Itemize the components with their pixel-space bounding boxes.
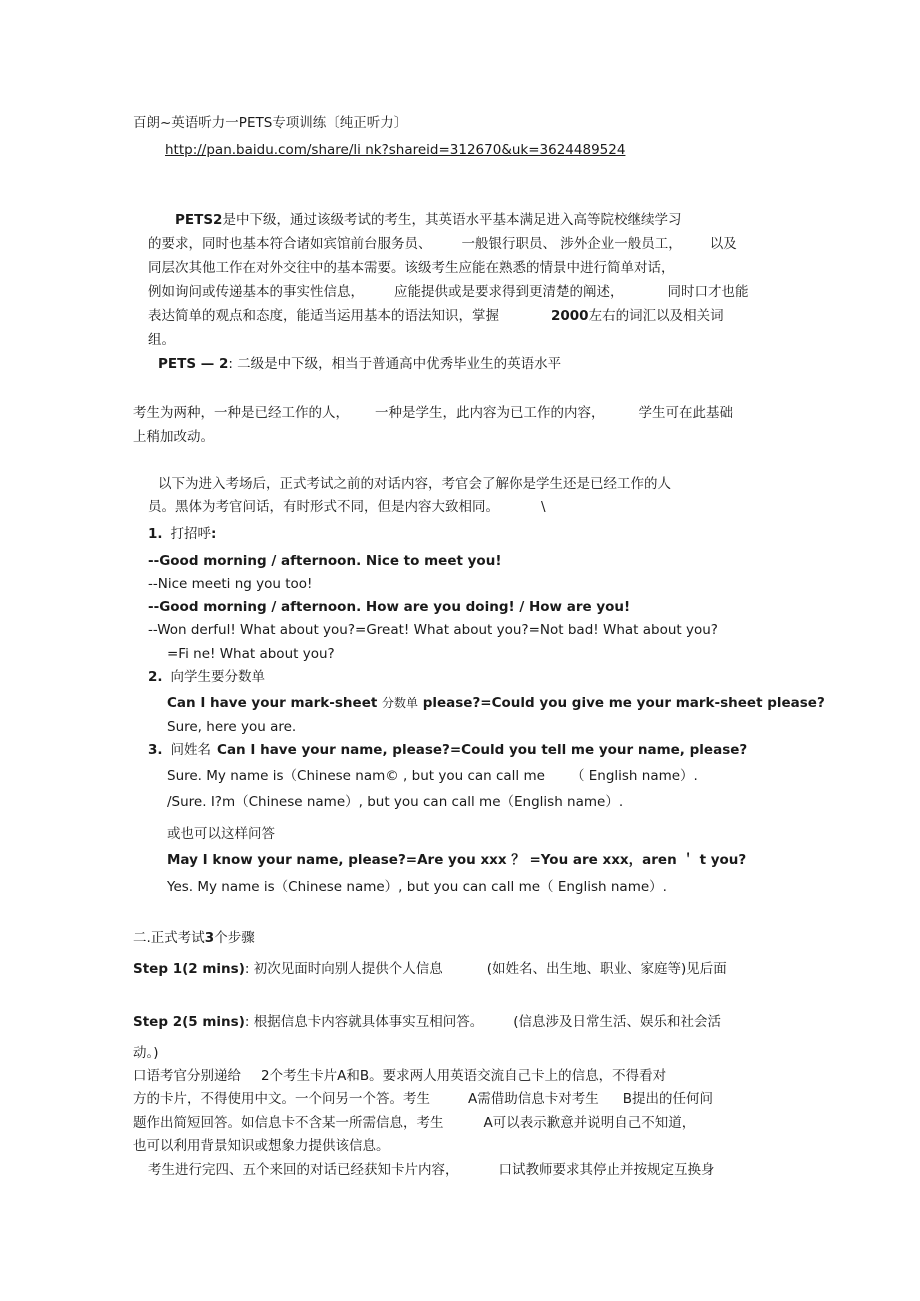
- backslash-mark: \: [541, 499, 546, 515]
- dialogue-intro-line-1: 以下为进入考场后，正式考试之前的对话内容，考官会了解你是学生还是已经工作的人: [158, 476, 671, 492]
- intro-text-5c: 左右的词汇以及相关词: [588, 308, 724, 324]
- item-3-answer-1b: （ English name）.: [570, 768, 698, 784]
- item-3-answer-2: /Sure. I?m（Chinese name）, but you can call me（English name）.: [167, 794, 624, 810]
- level-text: : 二级是中下级，相当于普通高中优秀毕业生的英语水平: [228, 356, 562, 372]
- item-3-heading: [148, 741, 747, 759]
- step-2-note: (信息涉及日常生活、娱乐和社会活: [513, 1014, 721, 1030]
- intro-text-5a: 表达简单的观点和态度，能适当运用基本的语法知识，掌握: [148, 308, 499, 324]
- level-label: PETS — 2: [158, 356, 229, 372]
- dialogue-intro-text-2: 员。黑体为考官问话，有时形式不同，但是内容大致相同。: [148, 499, 499, 515]
- item-1-answer-2: --Won derful! What about you?=Great! What about you?=Not bad! What about you?: [148, 622, 718, 638]
- section-2-para-2b: A需借助信息卡对考生: [468, 1091, 599, 1107]
- intro-text-2c: 以及: [709, 236, 737, 252]
- item-3-answer-1: [167, 767, 698, 785]
- section-2-title-main: 正式考试: [150, 930, 205, 946]
- intro-text-2b: 一般银行职员、 涉外企业一般员工，: [461, 236, 682, 252]
- intro-line-5: [148, 307, 724, 325]
- intro-line-4: [148, 283, 749, 301]
- step-2-label: Step 2(5 mins): [133, 1014, 245, 1030]
- item-3-question-2: May I know your name, please?=Are you xxx ？ =You are xxx，aren ＇ t you?: [167, 852, 747, 868]
- step-2-end: 动。): [133, 1045, 159, 1061]
- candidates-line-1: [133, 404, 733, 422]
- section-2-title: [133, 929, 255, 947]
- item-1-label: 打招呼: [170, 526, 212, 542]
- step-2-text: : 根据信息卡内容就具体事实互相问答。: [244, 1014, 484, 1030]
- section-2-para-line-2: [133, 1090, 713, 1108]
- section-2-para-5a: 考生进行完四、五个来回的对话已经获知卡片内容，: [148, 1162, 459, 1178]
- item-1-answer-3: =Fi ne! What about you?: [167, 646, 335, 662]
- item-2-heading: [148, 668, 265, 686]
- section-2-para-3b: A可以表示歉意并说明自己不知道，: [483, 1115, 696, 1131]
- item-2-question: [167, 694, 825, 712]
- intro-text-4a: 例如询问或传递基本的事实性信息，: [148, 284, 364, 300]
- section-2-para-line-4: 也可以利用背景知识或想象力提供该信息。: [133, 1138, 390, 1154]
- item-2-question-part-1: Can I have your mark-sheet: [167, 695, 382, 711]
- section-2-para-1a: 口语考官分别递给: [133, 1068, 241, 1084]
- intro-line-2: [148, 235, 737, 253]
- level-line: [158, 355, 561, 373]
- item-2-question-cn: 分数单: [382, 696, 419, 710]
- item-1-heading: [148, 525, 216, 543]
- step-1-text: : 初次见面时向别人提供个人信息: [244, 961, 443, 977]
- intro-line-3: 同层次其他工作在对外交往中的基本需要。该级考生应能在熟悉的情景中进行简单对话，: [148, 260, 675, 276]
- item-1-answer-1: --Nice meeti ng you too!: [148, 576, 313, 592]
- section-2-para-line-3: [133, 1114, 695, 1132]
- step-1-line: [133, 960, 727, 978]
- candidates-text-1c: 学生可在此基础: [638, 405, 733, 421]
- section-2-para-2a: 方的卡片，不得使用中文。一个问另一个答。考生: [133, 1091, 430, 1107]
- item-2-answer: Sure, here you are.: [167, 719, 297, 735]
- item-3-question: Can I have your name, please?=Could you tell me your name, please?: [217, 742, 748, 758]
- item-3-label: 问姓名: [170, 742, 212, 758]
- section-2-title-pre: 二.: [133, 930, 151, 946]
- dialogue-intro-line-2: [148, 498, 546, 516]
- intro-text-1: 是中下级，通过该级考试的考生，其英语水平基本满足进入高等院校继续学习: [222, 212, 682, 228]
- item-3-answer-1a: Sure. My name is（Chinese nam© , but you can call me: [167, 768, 545, 784]
- item-1-question-1: --Good morning / afternoon. Nice to meet you!: [148, 553, 502, 569]
- item-3-answer-3: Yes. My name is（Chinese name）, but you can call me（ English name）.: [167, 879, 667, 895]
- intro-text-4b: 应能提供或是要求得到更清楚的阐述，: [394, 284, 624, 300]
- item-2-label: 向学生要分数单: [170, 669, 266, 685]
- share-link-text[interactable]: http://pan.baidu.com/share/li nk?shareid=312670&uk=3624489524: [165, 142, 626, 158]
- intro-line-6: 组。: [148, 332, 175, 348]
- item-1-number: 1.: [148, 526, 163, 542]
- step-2-line: [133, 1013, 721, 1031]
- section-2-para-line-5: [148, 1161, 715, 1179]
- section-2-para-1b: 2个考生卡片A和B。要求两人用英语交流自己卡上的信息，不得看对: [261, 1068, 667, 1084]
- item-1-colon: :: [211, 526, 217, 542]
- share-link[interactable]: [165, 141, 625, 159]
- document-title: 百朗~英语听力一PETS专项训练〔纯正听力〕: [133, 115, 408, 131]
- intro-text-4c: 同时口才也能: [667, 284, 749, 300]
- step-1-note: (如姓名、出生地、职业、家庭等)见后面: [486, 961, 727, 977]
- intro-line-1: [175, 211, 681, 229]
- section-2-para-line-1: [133, 1067, 666, 1085]
- item-2-question-part-2: please?=Could you give me your mark-sheet please?: [418, 695, 825, 711]
- pets2-label: PETS2: [175, 212, 223, 228]
- vocab-count: 2000: [551, 308, 589, 324]
- item-1-question-2: --Good morning / afternoon. How are you doing! / How are you!: [148, 599, 631, 615]
- section-2-para-5b: 口试教师要求其停止并按规定互换身: [498, 1162, 715, 1178]
- section-2-title-post: 个步骤: [214, 930, 255, 946]
- step-1-label: Step 1(2 mins): [133, 961, 245, 977]
- candidates-line-2: 上稍加改动。: [133, 429, 214, 445]
- intro-text-2a: 的要求，同时也基本符合诸如宾馆前台服务员、: [148, 236, 432, 252]
- section-2-para-3a: 题作出简短回答。如信息卡不含某一所需信息，考生: [133, 1115, 444, 1131]
- candidates-text-1b: 一种是学生，此内容为已工作的内容，: [375, 405, 605, 421]
- item-2-number: 2.: [148, 669, 163, 685]
- item-3-alt-label: 或也可以这样问答: [167, 826, 275, 842]
- section-2-title-num: 3: [204, 930, 215, 946]
- item-3-number: 3.: [148, 742, 163, 758]
- candidates-text-1a: 考生为两种，一种是已经工作的人，: [133, 405, 349, 421]
- section-2-para-2c: B提出的任何问: [622, 1091, 714, 1107]
